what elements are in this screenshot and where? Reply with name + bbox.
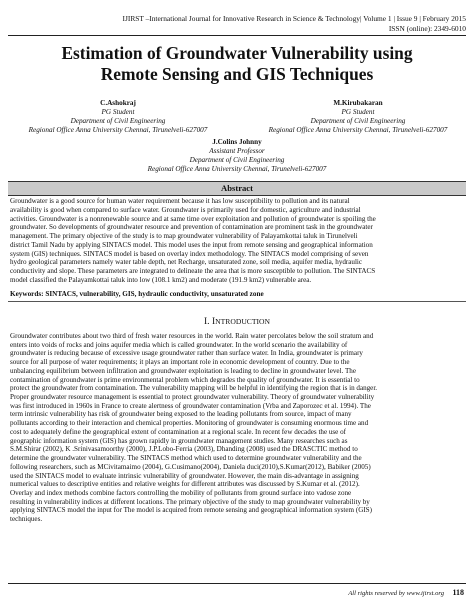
abstract-line: hydro geological parameters namely water table depth, net Recharge, unsaturated zone, soil media, aquifer media, hydraulic <box>10 258 363 267</box>
body-line: determine the groundwater vulnerability. The SINTACS method which used to determine groundwater vulnerability and the <box>10 454 362 463</box>
author-name: M.Kirubakaran <box>333 99 383 107</box>
author-dept: Department of Civil Engineering <box>70 117 166 125</box>
body-line: geographic information system (GIS) has grown rapidly in groundwater management studies. Many researches such as <box>10 436 348 445</box>
body-line: Groundwater contributes about two third of fresh water resources in the world. Rain water percolates below the soil stratum and <box>10 332 374 340</box>
author-affiliation: Regional Office Anna University Chennai, Tirunelveli-627007 <box>268 126 448 134</box>
author-affiliation: Regional Office Anna University Chennai, Tirunelveli-627007 <box>28 126 208 134</box>
author-block-3 <box>124 138 350 174</box>
body-line: pollutants according to their interaction and chemical properties. Monitoring of groundwater is consuming enormous time and <box>10 419 369 428</box>
author-block-2 <box>248 99 468 135</box>
title-line-1: Estimation of Groundwater Vulnerability using <box>61 43 413 63</box>
section-title-initial: I <box>211 316 216 327</box>
author-dept: Department of Civil Engineering <box>189 156 285 164</box>
author-block-1 <box>8 99 228 135</box>
page-number: 118 <box>452 588 464 597</box>
body-line: numerical values to descriptive entities and relative weights for different attributes was discussed by S.Kumar et al. (2012). <box>10 480 360 489</box>
body-line: Proper groundwater resource management is essential to protect groundwater vulnerability. Theory of groundwater vulnerability <box>10 393 375 402</box>
section-heading <box>0 316 474 327</box>
keywords: Keywords: SINTACS, vulnerability, GIS, hydraulic conductivity, unsaturated zone <box>10 290 264 298</box>
abstract-heading: Abstract <box>8 181 466 196</box>
author-role: Assistant Professor <box>209 147 265 155</box>
author-name: C.Ashokraj <box>100 99 136 107</box>
body-line: contamination of groundwater is prime environmental problem which degrades the quality of groundwater. It is essential to <box>10 375 360 384</box>
author-name: J.Colins Johnny <box>212 138 262 146</box>
body-line: was first introduced in 1960s in France to create alertness of groundwater contamination (Vrba and Zaporozec et al. 1994). The <box>10 401 371 410</box>
header-rule <box>8 35 466 36</box>
body-line: Overlay and index methods combine factors controlling the mobility of pollutants from ground surface into vadose zone <box>10 488 352 497</box>
abstract-line: availability is good when compared to surface water. Groundwater is primarily used for domestic, agriculture and industrial <box>10 205 361 214</box>
abstract-line: management. The primary objective of the study is to map groundwater vulnerability of Palayamkottai taluk in Tirunelveli <box>10 232 358 240</box>
body-line: S.M.Shirar (2002), K .Srinivasamoorthy (2000), J.P.Lobo-Ferria (2003), Dhanding (2008) used the DRASCTIC method to <box>10 445 358 454</box>
body-line: cost to adequately define the geographical extent of contamination at a regional scale. In recent few decades the use of <box>10 427 347 436</box>
author-role: PG Student <box>341 108 375 116</box>
journal-header: IJIRST –International Journal for Innovative Research in Science & Technology| Volume 1 | Issue 9 | February 2015 <box>122 14 466 23</box>
section-title-rest: NTRODUCTION <box>215 317 271 326</box>
author-dept: Department of Civil Engineering <box>310 117 406 125</box>
body-line: term intrinsic vulnerability has risk of groundwater being exposed to the leading pollutants from source, impact of many <box>10 410 352 419</box>
abstract-line: model classified the Palayamkottai taluk into low (108.1 km2) and moderate (191.9 km2) vulnerable area. <box>10 275 312 284</box>
abstract-line: district Tamil Nadu by applying SINTACS model. This model uses the input from remote sensing and geographical information <box>10 240 373 249</box>
abstract-line: system (GIS) techniques. SINTACS model is based on overlay index methodology. The SINTACS model comprising of seven <box>10 249 369 258</box>
body-line: used the SINTACS model to evaluate intrinsic vulnerability of groundwater. However, the main dis-advantage in assigning <box>10 471 359 480</box>
title-line-2: Remote Sensing and GIS Techniques <box>100 64 374 84</box>
abstract-line: Groundwater is a good source for human water requirement because it has low susceptibility to pollution and its natural <box>10 197 350 205</box>
abstract-line: groundwater. So developments of groundwater resource and prevention of contamination are prominent task in the groundwater <box>10 223 373 232</box>
section-number: I. <box>203 316 210 327</box>
author-role: PG Student <box>101 108 135 116</box>
body-line: protect the groundwater from contamination. The vulnerability mapping will be helpful in identifying the region that is in danger. <box>10 384 378 393</box>
body-line: following researchers, such as MCivitamaimo (2004), G.Cusimano(2004), Daniela duci(2010),S.Kumar(2012), Babiker (2005) <box>10 462 371 471</box>
body-line: source for all purpose of water requirements; it plays an important role in economic development of country. Due to the <box>10 358 350 367</box>
introduction-text <box>10 332 464 524</box>
body-line: groundwater is reducing because of excessive usage groundwater rather than surface water. In India, groundwater is primary <box>10 349 363 358</box>
footer-rule <box>8 583 466 584</box>
abstract-line: conductivity and slope. These parameters are integrated to delineate the area that is more susceptible to pollution. The SINTACS <box>10 267 376 275</box>
body-line: enters into voids of rocks and joins aquifer media which is called groundwater. In the world scenario the availability of <box>10 340 348 349</box>
body-line: techniques. <box>10 515 43 524</box>
abstract-rule <box>8 301 466 302</box>
abstract-line: activities. Groundwater is a nonrenewable source and at same time over exploitation and pollution of groundwater is spoiling the <box>10 214 376 223</box>
issn-line: ISSN (online): 2349-6010 <box>388 24 466 33</box>
body-line: applying SINTACS model the input for The model is acquired from remote sensing and geographical information system (GIS) <box>10 506 372 515</box>
footer-rights: All rights reserved by www.ijirst.org <box>348 590 444 597</box>
body-line: unbalancing equilibrium between infiltration and groundwater exploitation is leading to decline in groundwater level. The <box>10 366 356 375</box>
body-line: resulting in vulnerability indices at different locations. The primary objective of the study to map groundwater vulnerability by <box>10 497 370 506</box>
abstract-text <box>10 197 464 285</box>
author-affiliation: Regional Office Anna University Chennai, Tirunelveli-627007 <box>147 165 327 173</box>
paper-title <box>0 43 474 85</box>
